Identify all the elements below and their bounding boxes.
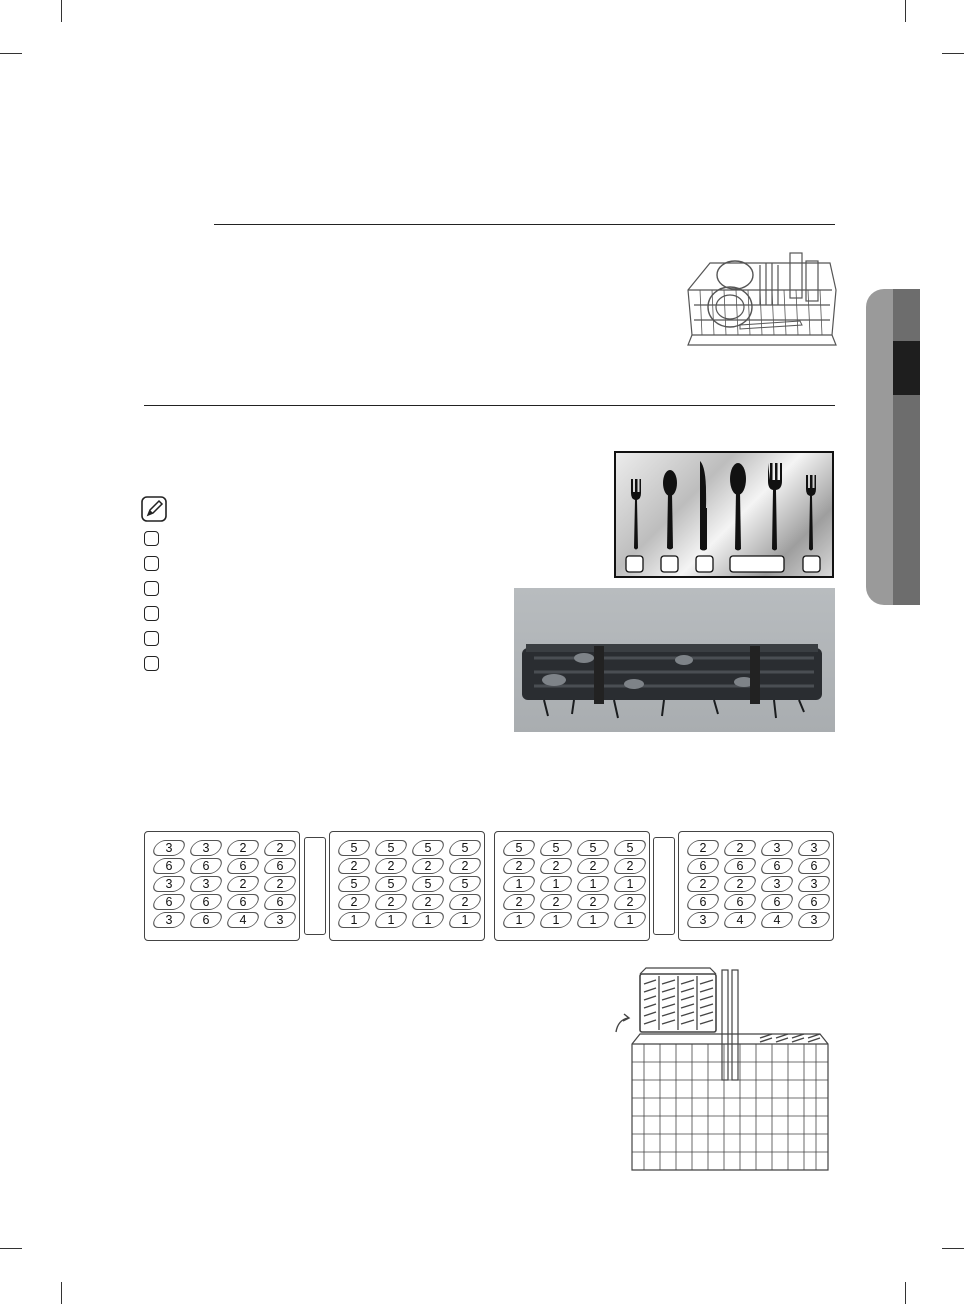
tray-slot-number: 6 bbox=[276, 859, 284, 873]
tray-slot-number: 5 bbox=[350, 841, 358, 855]
tray-slot-number: 6 bbox=[165, 895, 173, 909]
tray-slot-number: 1 bbox=[626, 877, 634, 891]
tray-slot-number: 6 bbox=[810, 859, 818, 873]
tray-slot-number: 4 bbox=[239, 913, 247, 927]
tray-slot-number: 5 bbox=[424, 877, 432, 891]
tray-hinge bbox=[304, 837, 326, 935]
tray-slot-number: 3 bbox=[165, 877, 173, 891]
tray-slot-number: 2 bbox=[350, 895, 358, 909]
checkbox-3[interactable] bbox=[144, 581, 159, 596]
tray-slot-number: 6 bbox=[276, 895, 284, 909]
tray-slot-number: 6 bbox=[736, 895, 744, 909]
tray-slot-number: 1 bbox=[424, 913, 432, 927]
tray-slot-number: 4 bbox=[773, 913, 781, 927]
tray-slot-number: 2 bbox=[699, 841, 707, 855]
tray-slot-number: 5 bbox=[589, 841, 597, 855]
tray-slot-number: 6 bbox=[736, 859, 744, 873]
checkbox-2[interactable] bbox=[144, 556, 159, 571]
tray-slot-number: 6 bbox=[810, 895, 818, 909]
label-slot-4 bbox=[730, 556, 784, 572]
rack-illustration bbox=[680, 245, 840, 350]
label-slot-2 bbox=[661, 556, 678, 572]
tray-slot-number: 6 bbox=[239, 895, 247, 909]
tray-slot-number: 1 bbox=[515, 877, 523, 891]
tray-slot-number: 2 bbox=[239, 877, 247, 891]
tray-slot-number: 3 bbox=[810, 877, 818, 891]
tray-slot-number: 6 bbox=[699, 859, 707, 873]
tray-slot-number: 2 bbox=[424, 895, 432, 909]
label-slot-1 bbox=[626, 556, 643, 572]
tray-slot-number: 6 bbox=[773, 895, 781, 909]
tray-slot-number: 5 bbox=[424, 841, 432, 855]
tray-slot-number: 5 bbox=[515, 841, 523, 855]
cutlery-types-figure bbox=[614, 451, 834, 578]
tray-slot-number: 2 bbox=[515, 895, 523, 909]
crop-mark bbox=[61, 0, 62, 22]
tray-slot-number: 5 bbox=[387, 841, 395, 855]
note-pencil-icon bbox=[141, 496, 167, 522]
spoon-icon bbox=[663, 470, 677, 550]
tray-slot-number: 1 bbox=[387, 913, 395, 927]
tray-slot-number: 3 bbox=[165, 841, 173, 855]
section-rule bbox=[144, 405, 835, 406]
tray-slot-number: 5 bbox=[626, 841, 634, 855]
tray-slot-number: 3 bbox=[773, 841, 781, 855]
tray-slot-number: 2 bbox=[736, 841, 744, 855]
crop-mark bbox=[0, 53, 22, 54]
chapter-tab-active bbox=[893, 341, 920, 395]
tray-slot-number: 5 bbox=[461, 877, 469, 891]
label-slot-3 bbox=[696, 556, 713, 572]
tray-slot-number: 5 bbox=[350, 877, 358, 891]
cutlery-tray-layout bbox=[144, 823, 836, 947]
tray-slot-number: 5 bbox=[552, 841, 560, 855]
tray-slot-number: 1 bbox=[461, 913, 469, 927]
tray-slot-number: 2 bbox=[589, 895, 597, 909]
crop-mark bbox=[61, 1282, 62, 1304]
serving-fork-icon bbox=[768, 463, 782, 551]
tray-slot-number: 2 bbox=[276, 877, 284, 891]
tray-slot-number: 1 bbox=[552, 877, 560, 891]
tray-slot-number: 1 bbox=[552, 913, 560, 927]
tray-slot-number: 4 bbox=[736, 913, 744, 927]
tray-slot-number: 2 bbox=[276, 841, 284, 855]
tray-slot-number: 1 bbox=[589, 877, 597, 891]
tablespoon-icon bbox=[730, 463, 746, 551]
knife-icon bbox=[700, 461, 707, 551]
tray-slot-number: 2 bbox=[552, 859, 560, 873]
fork-icon bbox=[631, 479, 641, 550]
tray-slot-number: 2 bbox=[387, 859, 395, 873]
label-slot-5 bbox=[803, 556, 820, 572]
tray-slot-number: 6 bbox=[165, 859, 173, 873]
tray-slot-number: 6 bbox=[239, 859, 247, 873]
tray-slot-number: 2 bbox=[589, 859, 597, 873]
tray-slot-number: 6 bbox=[773, 859, 781, 873]
tray-slot-number: 2 bbox=[699, 877, 707, 891]
tray-slot-number: 2 bbox=[626, 859, 634, 873]
checkbox-4[interactable] bbox=[144, 606, 159, 621]
crop-mark bbox=[905, 0, 906, 22]
tray-slot-number: 2 bbox=[626, 895, 634, 909]
tray-slot-number: 2 bbox=[552, 895, 560, 909]
tray-slot-number: 3 bbox=[202, 841, 210, 855]
tray-slot-number: 2 bbox=[350, 859, 358, 873]
checkbox-5[interactable] bbox=[144, 631, 159, 646]
chapter-tab-strip bbox=[893, 289, 920, 605]
cutlery-basket-illustration bbox=[610, 962, 836, 1176]
tray-slot-number: 1 bbox=[589, 913, 597, 927]
crop-mark bbox=[905, 1282, 906, 1304]
tray-slot-number: 6 bbox=[202, 859, 210, 873]
tray-slot-number: 2 bbox=[736, 877, 744, 891]
tray-slot-number: 3 bbox=[165, 913, 173, 927]
tray-slot-number: 2 bbox=[461, 859, 469, 873]
tray-slot-number: 3 bbox=[810, 913, 818, 927]
loaded-tray-photo bbox=[514, 588, 835, 732]
crop-mark bbox=[942, 53, 964, 54]
tray-slot-number: 3 bbox=[773, 877, 781, 891]
tray-hinge bbox=[653, 837, 675, 935]
small-fork-icon bbox=[806, 475, 816, 551]
tray-slot-number: 6 bbox=[699, 895, 707, 909]
tray-slot-number: 3 bbox=[810, 841, 818, 855]
crop-mark bbox=[942, 1248, 964, 1249]
tray-slot-number: 2 bbox=[424, 859, 432, 873]
tray-slot-number: 6 bbox=[202, 913, 210, 927]
tray-slot-number: 2 bbox=[239, 841, 247, 855]
tray-slot-number: 3 bbox=[699, 913, 707, 927]
tray-slot-number: 2 bbox=[461, 895, 469, 909]
tray-slot-number: 1 bbox=[515, 913, 523, 927]
crop-mark bbox=[0, 1248, 22, 1249]
tray-slot-number: 5 bbox=[387, 877, 395, 891]
tray-slot-number: 2 bbox=[515, 859, 523, 873]
tray-slot-number: 2 bbox=[387, 895, 395, 909]
tray-slot-number: 6 bbox=[202, 895, 210, 909]
tray-slot-number: 3 bbox=[276, 913, 284, 927]
checkbox-1[interactable] bbox=[144, 531, 159, 546]
checkbox-6[interactable] bbox=[144, 656, 159, 671]
section-rule bbox=[214, 224, 835, 225]
tray-slot-number: 1 bbox=[626, 913, 634, 927]
tray-slot-number: 1 bbox=[350, 913, 358, 927]
tray-slot-number: 3 bbox=[202, 877, 210, 891]
tray-slot-number: 5 bbox=[461, 841, 469, 855]
